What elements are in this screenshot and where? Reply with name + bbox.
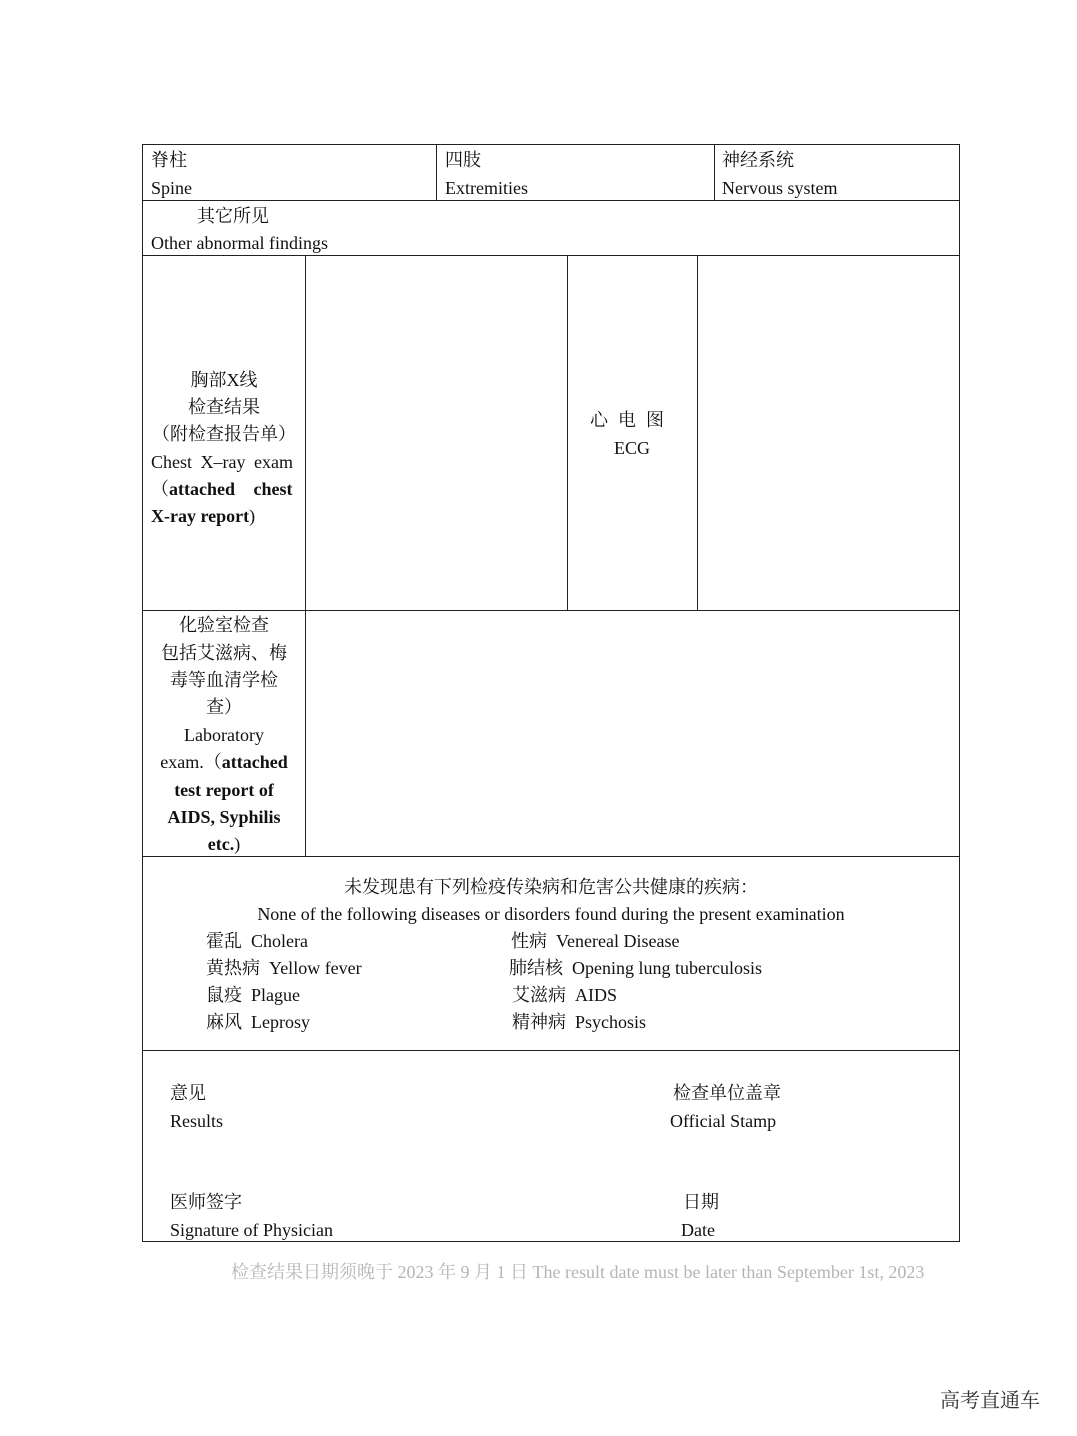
ecg-label-zh: 心电图 — [590, 410, 674, 430]
nervous-label-zh: 神经系统 — [722, 150, 794, 170]
lab-label-en-4: AIDS, Syphilis — [167, 807, 281, 827]
result-date-footnote: 检查结果日期须晚于 2023 年 9 月 1 日 The result date must be later than September 1st, 2023 — [231, 1262, 925, 1282]
disease-item-right: 精神病 Psychosis — [512, 1012, 647, 1032]
lab-label-en-5: etc.) — [207, 834, 241, 854]
col-divider — [305, 255, 306, 856]
diseases-heading-zh: 未发现患有下列检疫传染病和危害公共健康的疾病： — [344, 877, 758, 897]
date-label-zh: 日期 — [683, 1192, 719, 1212]
chest-xray-label-en-3: X-ray report) — [151, 506, 256, 526]
lab-label-zh-3: 毒等血清学检 — [170, 670, 278, 690]
spine-label-zh: 脊柱 — [151, 150, 187, 170]
results-label-en: Results — [170, 1111, 224, 1131]
disease-item-right: 肺结核 Opening lung tuberculosis — [509, 958, 762, 978]
col-divider — [697, 255, 698, 610]
other-findings-label-zh: 其它所见 — [197, 206, 269, 226]
other-findings-label-en: Other abnormal findings — [151, 233, 328, 253]
lab-label-zh-4: 查） — [206, 697, 242, 717]
signature-label-en: Signature of Physician — [170, 1220, 333, 1240]
date-label-en: Date — [681, 1220, 715, 1240]
chest-xray-label-en-1: Chest X–ray exam — [151, 452, 293, 472]
col-divider — [436, 144, 437, 200]
nervous-label-en: Nervous system — [722, 178, 838, 198]
spine-label-en: Spine — [151, 178, 193, 198]
disease-item-right: 性病 Venereal Disease — [511, 931, 680, 951]
col-divider — [714, 144, 715, 200]
stamp-label-zh: 检查单位盖章 — [673, 1083, 781, 1103]
lab-label-en-3: test report of — [174, 780, 274, 800]
chest-xray-label-zh-1: 胸部X线 — [190, 370, 258, 390]
lab-label-en-2: exam.（attached — [160, 752, 288, 772]
ecg-label-en: ECG — [614, 438, 650, 458]
disease-item-left: 鼠疫 Plague — [206, 985, 300, 1005]
row-divider — [142, 1050, 960, 1051]
diseases-heading-en: None of the following diseases or disorders found during the present examination — [257, 904, 845, 924]
chest-xray-label-zh-3: （附检查报告单） — [152, 424, 296, 444]
disease-item-left: 霍乱 Cholera — [206, 931, 308, 951]
extremities-label-en: Extremities — [445, 178, 528, 198]
signature-label-zh: 医师签字 — [170, 1192, 242, 1212]
lab-label-zh-1: 化验室检查 — [179, 615, 269, 635]
disease-item-left: 麻风 Leprosy — [206, 1012, 310, 1032]
watermark-text: 高考直通车 — [940, 1388, 1040, 1412]
chest-xray-label-en-2: （attached chest — [151, 479, 293, 499]
disease-item-left: 黄热病 Yellow fever — [206, 958, 362, 978]
results-label-zh: 意见 — [170, 1083, 206, 1103]
lab-label-zh-2: 包括艾滋病、梅 — [161, 643, 287, 663]
extremities-label-zh: 四肢 — [445, 150, 481, 170]
stamp-label-en: Official Stamp — [670, 1111, 777, 1131]
disease-item-right: 艾滋病 AIDS — [512, 985, 618, 1005]
lab-label-en-1: Laboratory — [184, 725, 264, 745]
chest-xray-label-zh-2: 检查结果 — [188, 397, 260, 417]
